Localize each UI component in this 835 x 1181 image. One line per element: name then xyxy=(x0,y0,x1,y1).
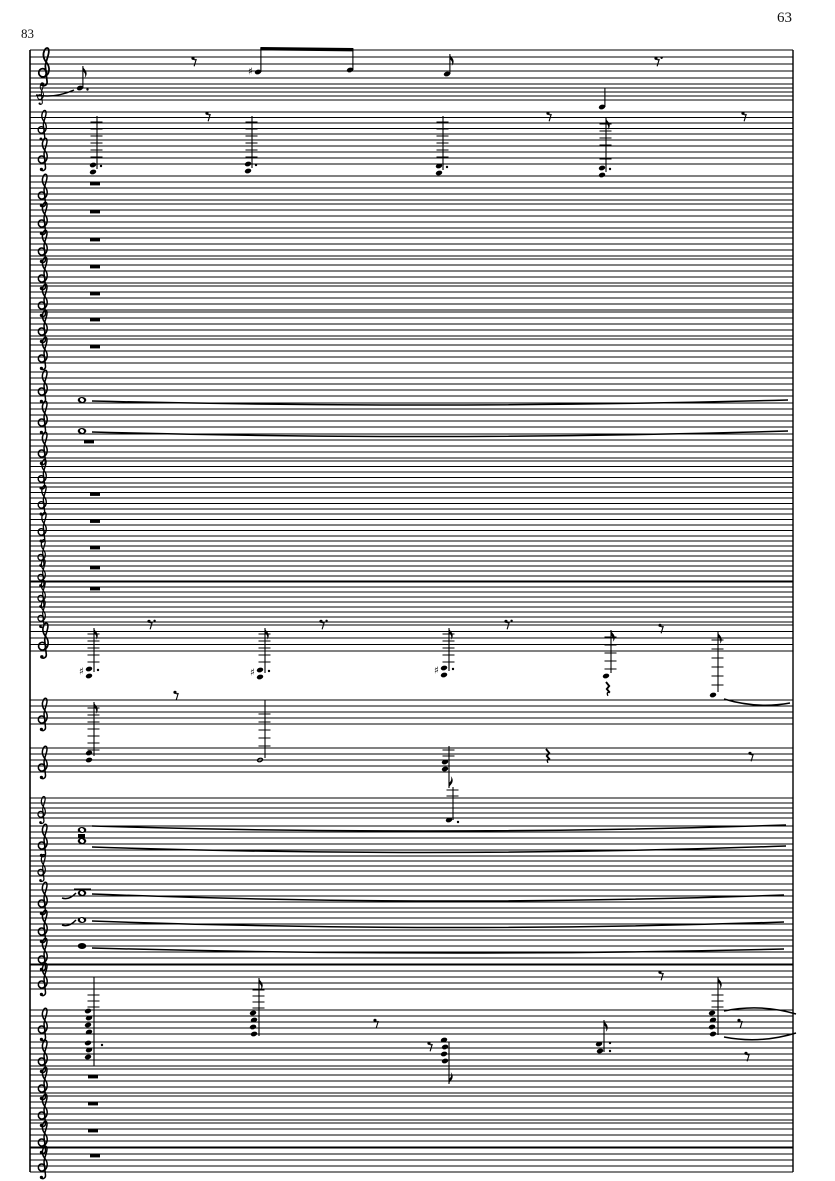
chord xyxy=(598,118,611,178)
sharp-accidental: ♯ xyxy=(250,667,255,679)
staff-5 xyxy=(30,174,793,207)
sharp-accidental: ♯ xyxy=(79,666,84,678)
staff-20 xyxy=(30,581,793,608)
staff-10 xyxy=(30,310,793,343)
staff-25 xyxy=(30,787,793,824)
staff-30 xyxy=(30,938,793,971)
staff-3 xyxy=(30,88,793,178)
treble-clef xyxy=(38,485,46,515)
whole-rest xyxy=(90,318,100,321)
treble-clef xyxy=(38,1008,47,1041)
staff-12 xyxy=(30,370,793,403)
staff-1 xyxy=(30,47,793,86)
eighth-rest xyxy=(654,57,662,67)
staff-15 xyxy=(30,459,793,489)
staff-7 xyxy=(30,230,793,263)
eighth-rest xyxy=(427,1042,432,1052)
eighth-rest xyxy=(658,971,663,981)
staff-14 xyxy=(30,428,793,465)
whole-rest xyxy=(90,182,100,185)
staff-26 xyxy=(30,824,793,857)
tie xyxy=(62,920,76,926)
whole-rest xyxy=(90,265,100,268)
whole-rest xyxy=(90,292,100,295)
staff-24 xyxy=(30,746,793,779)
staff-16 xyxy=(30,485,793,515)
page-number: 63 xyxy=(777,10,792,26)
whole-rest xyxy=(90,493,100,496)
staff-13 xyxy=(30,397,793,434)
whole-rest xyxy=(84,440,94,443)
treble-clef xyxy=(39,623,49,658)
staff-4 xyxy=(30,138,793,171)
treble-clef xyxy=(38,855,45,882)
staff-29 xyxy=(30,910,793,943)
staff-32 xyxy=(30,977,793,1066)
eighth-rest xyxy=(504,620,512,630)
beamed-eighths xyxy=(248,47,354,78)
staff-11 xyxy=(30,337,793,370)
treble-clef xyxy=(39,48,49,86)
staff-23 xyxy=(30,691,793,788)
staff-19 xyxy=(30,560,793,587)
chord xyxy=(79,628,100,679)
note xyxy=(598,88,606,110)
whole-rest xyxy=(88,1075,98,1078)
sharp-accidental: ♯ xyxy=(434,665,439,677)
treble-clef xyxy=(38,401,47,434)
eighth-rest xyxy=(546,112,551,122)
tie xyxy=(724,1008,796,1014)
eighth-rest xyxy=(737,1019,742,1029)
staff-33 xyxy=(30,1020,793,1084)
eighth-rest xyxy=(147,620,155,630)
staff-28 xyxy=(30,882,793,915)
whole-rest xyxy=(90,546,100,549)
chord xyxy=(244,116,257,174)
whole-rest xyxy=(90,1154,100,1157)
treble-clef xyxy=(38,370,47,403)
whole-rest xyxy=(88,1129,98,1132)
chord xyxy=(250,628,271,680)
staff-2 xyxy=(30,66,793,105)
sharp-accidental: ♯ xyxy=(248,66,253,78)
treble-clef xyxy=(38,824,47,857)
chord xyxy=(441,746,454,788)
staff-37 xyxy=(30,1146,793,1179)
treble-clef xyxy=(38,698,47,731)
whole-rest xyxy=(90,238,100,241)
eighth-rest xyxy=(205,112,210,122)
treble-clef xyxy=(38,110,46,140)
staff-36 xyxy=(30,1121,793,1154)
chord xyxy=(595,1020,611,1054)
eighth-rest xyxy=(173,691,178,701)
staff-27 xyxy=(30,855,793,882)
treble-clef xyxy=(38,138,47,171)
staff-35 xyxy=(30,1094,793,1127)
treble-clef xyxy=(38,797,45,824)
treble-clef xyxy=(38,337,47,370)
treble-clef xyxy=(38,512,46,542)
whole-rest xyxy=(88,1102,98,1105)
chord xyxy=(709,632,723,698)
whole-rest xyxy=(90,345,100,348)
staff-18 xyxy=(30,540,793,567)
whole-rest xyxy=(90,566,100,569)
quarter-rest xyxy=(546,749,550,763)
whole-rest xyxy=(90,587,100,590)
eighth-rest xyxy=(373,1019,378,1029)
treble-clef xyxy=(38,746,47,779)
tie xyxy=(92,894,784,901)
eighth-rest xyxy=(319,620,327,630)
measure-number: 83 xyxy=(21,26,34,41)
staff-34 xyxy=(30,1067,793,1100)
whole-rest xyxy=(90,520,100,523)
note xyxy=(76,66,89,91)
eighth-rest xyxy=(741,112,746,122)
eighth-rest xyxy=(191,57,196,67)
quarter-rest xyxy=(606,682,610,696)
staff-17 xyxy=(30,512,793,542)
staff-8 xyxy=(30,257,793,290)
staff-21 xyxy=(30,601,793,628)
chord xyxy=(602,630,616,679)
staff-22 xyxy=(30,620,793,706)
tie xyxy=(92,846,786,853)
whole-rest xyxy=(90,210,100,213)
staff-6 xyxy=(30,202,793,235)
chord xyxy=(434,628,455,678)
